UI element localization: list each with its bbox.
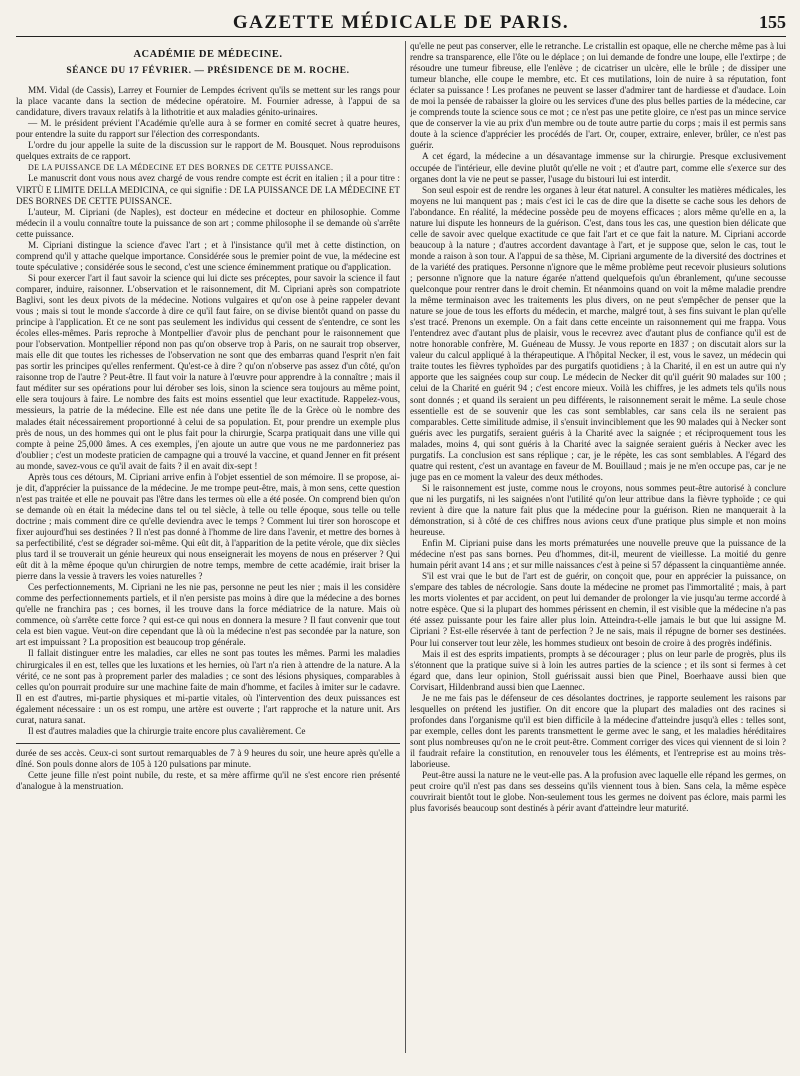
paragraph: Ces perfectionnements, M. Cipriani ne les nie pas, personne ne peut les nier ; mais il les considère comme des perfectionnements partiels, et il n'en persiste pas moins à dire que la médecine a des bornes qu'elle ne franchira pas ; ces bornes, il les trouve dans la force médiatrice de la nature. Mais où commence, où s'arrête cette force ? qui est-ce qui nous en donnera la mesure ? Il faut convenir que tout cela est bien vague. Veut-on dire cependant que là où la médecine n'est pas secondée par la nature, son art est impuissant ? La proposition est beaucoup trop générale. — [16, 582, 400, 648]
session-line: SÉANCE DU 17 FÉVRIER. — PRÉSIDENCE DE M. ROCHE. — [66, 66, 350, 77]
column-rule — [405, 41, 406, 1053]
paragraph: durée de ses accès. Ceux-ci sont surtout remarquables de 7 à 9 heures du soir, une heure après qu'elle a dîné. Son pouls donne alors de 105 à 120 pulsations par minute. — [16, 747, 400, 769]
paragraph: Si pour exercer l'art il faut savoir la science qui lui dicte ses préceptes, pour savoir la science il faut comparer, induire, raisonner. L'observation et le raisonnement, dit M. Cipriani après son compatriote Baglivi, sont les deux pivots de la médecine. Notions vulgaires et qu'on ose à peine rappeler devant vous ; mais si tout le monde s'accorde à dire ce qu'il faut faire, on se divise bientôt quand on passe du principe à l'application. Et ce ne sont pas seulement les individus qui cessent de s'entendre, ce sont les écoles elles-mêmes. Paris reproche à Montpellier d'avoir plus de penchant pour le raisonnement que pour l'observation. Montpellier répond non pas qu'on observe trop à Paris, on ne saurait trop observer, mais elle dit que toutes les richesses de l'observation ne sont que des embarras quand l'esprit n'en fait pas sortir les principes qu'elles renferment. Qu'est-ce à dire ? qu'on n'observe pas assez d'un côté, qu'on raisonne trop de l'autre ? Peut-être. Il faut voir la nature à l'œuvre pour apprendre à la connaître ; mais il faut méditer sur ses opérations pour lui dérober ses lois, sinon la science sera toujours au même point, elle sera toujours à faire. Le nombre des faits est moins essentiel que leur exactitude. Rappelez-vous, messieurs, la patrie de la médecine. Elle est née dans une petite île de la Grèce où le nombre des malades était nécessairement proportionné à celui de sa population. Et, pour prendre un exemple plus près de nous, un des hommes qui ont le plus fait pour la chirurgie, Scarpa pratiquait dans une ville qui compte à peine 25,000 âmes. A ces exemples, j'en ajoute un autre que vous ne me pardonneriez pas d'oublier ; c'est un modeste praticien de campagne qui a trouvé la vaccine, et quand Jenner en fit présent au monde, savez-vous ce qu'il avait de faits ? il en avait dix-sept ! — [16, 272, 400, 471]
page-header — [16, 8, 786, 37]
paragraph: qu'elle ne peut pas conserver, elle le retranche. Le cristallin est opaque, elle ne cherche même pas à lui rendre sa transparence, elle l'ôte ou le déplace ; on lui demande de fondre une loupe, elle l'extirpe ; de résoudre une tumeur fibreuse, elle l'enlève ; de cicatriser un ulcère, elle le brûle ; de dissiper une tumeur blanche, elle coupe le membre, etc. Et ces mutilations, loin de nuire à sa réputation, font éclater sa puissance ! Les profanes ne peuvent se lasser d'admirer tant de hardiesse et d'audace. Loin de moi la pensée de rabaisser la gloire ou les services d'une des plus belles parties de la médecine, car je comprends toute la science sous ce mot ; ce n'est pas une petite gloire, ce n'est pas un mince service que de conserver la vie au prix d'un membre ou de toute autre partie du corps ; mais il est permis sans doute à la science d'apprécier les procédés de l'art. Or, couper, extraire, enlever, brûler, ce n'est pas guérir. — [410, 41, 786, 151]
paragraph: A cet égard, la médecine a un désavantage immense sur la chirurgie. Presque exclusivement occupée de l'intérieur, elle devine plutôt qu'elle ne voit ; et d'autre part, comme elle s'exerce sur des organes dont la vie ne peut se passer, l'usage du bistouri lui est interdit. — [410, 151, 786, 184]
paragraph: — M. le président prévient l'Académie qu'elle aura à se former en comité secret à quatre heures, pour entendre la suite du rapport sur l'élection des correspondants. — [16, 118, 400, 140]
page-number: 155 — [759, 12, 786, 32]
paragraph: Je ne me fais pas le défenseur de ces désolantes doctrines, je rapporte seulement les raisons par lesquelles on prétend les justifier. On dit encore que la plupart des maladies ont des racines si profondes dans l'organisme qu'il est bien difficile à la médecine d'atteindre jusqu'à elles : telles sont, par exemple, celles dont les parents transmettent le germe avec le sang, et les maladies héréditaires sont plus nombreuses qu'on ne le croit peut-être. Comment corriger des vices qui viennent de si loin ? il faudrait refaire la constitution, en renouveler tous les éléments, et l'entreprise est au moins très-laborieuse. — [410, 692, 786, 770]
paragraph: Peut-être aussi la nature ne le veut-elle pas. A la profusion avec laquelle elle répand les germes, on peut croire qu'il n'est pas dans ses desseins qu'ils viennent tous à bien. Sans cela, la même espèce couvrirait bientôt tout le globe. Non-seulement tous les germes ne doivent pas éclore, mais parmi les plus favorisés beaucoup sont destinés à périr avant d'atteindre leur maturité. — [410, 770, 786, 814]
journal-title: GAZETTE MÉDICALE DE PARIS. — [232, 12, 570, 33]
paragraph: Cette jeune fille n'est point nubile, du reste, et sa mère affirme qu'il ne s'est encore rien présenté d'analogue à la menstruation. — [16, 769, 400, 791]
paragraph: Enfin M. Cipriani puise dans les morts prématurées une nouvelle preuve que la puissance de la médecine n'est pas sans bornes. Peu d'hommes, dit-il, meurent de vieillesse. La moitié du genre humain périt avant 14 ans ; et sur mille naissances c'est à peine si 57 dépassent la cinquantième année. — [410, 538, 786, 571]
paragraph: Le manuscrit dont vous nous avez chargé de vous rendre compte est écrit en italien ; il a pour titre : VIRTÙ E LIMITE DELLA MEDICINA, ce qui signifie : DE LA PUISSANCE DE LA MÉDECINE ET DES BORNES DE CETTE PUISSANCE. — [16, 173, 400, 206]
paragraph: M. Cipriani distingue la science d'avec l'art ; et à l'insistance qu'il met à cette distinction, on comprend qu'il y attache quelque importance. Considérée sous le premier point de vue, la médecine est toute spéculative ; considérée sous le second, c'est une science éminemment pratique ou d'application. — [16, 239, 400, 272]
section-title: ACADÉMIE DE MÉDECINE. — [133, 49, 283, 60]
session-heading — [16, 66, 400, 77]
paragraph: Après tous ces détours, M. Cipriani arrive enfin à l'objet essentiel de son mémoire. Il se propose, ai-je dit, d'apprécier la puissance de la médecine. Je me trompe peut-être, mais, à mon sens, cette question n'est pas traitée et elle ne pouvait pas l'être dans les termes où elle a été posée. On comprend bien qu'on se demande où en était la médecine dans tel ou tel siècle, à telle ou telle époque, sous telle ou telle doctrine ; mais comment dire ce qu'elle deviendra avec le temps ? Comment lui tirer son horoscope et fixer aujourd'hui ses destinées ? Il n'est pas donné à l'homme de lire dans l'avenir, et mettre des bornes à sa perfectibilité, c'est se dégrader soi-même. Qui eût dit, à l'apparition de la petite vérole, que dix siècles plus tard il se trouverait un génie heureux qui nous enseignerait les moyens de nous en préserver ? Qui eût dit à la même époque qu'un chirurgien de notre temps, membre de cette académie, irait briser la pierre dans la vessie à travers les voies naturelles ? — [16, 471, 400, 582]
paragraph: Il est d'autres maladies que la chirurgie traite encore plus cavalièrement. Ce — [28, 725, 306, 736]
paragraph: Il fallait distinguer entre les maladies, car elles ne sont pas toutes les mêmes. Parmi les maladies chirurgicales il en est, telles que les luxations et les hernies, où l'art n'a rien à attendre de la nature. A la vérité, ce ne sont pas à proprement parler des maladies ; ce sont des lésions physiques, comparables à celles qu'on pourrait produire sur une machine faite de main d'homme, et faciles à imiter sur le cadavre. Il en est d'autres, mi-partie physiques et mi-partie vitales, où l'intervention des deux puissances est également nécessaire : un os est rompu, une artère est ouverte ; l'art rapproche et la nature unit. Ars curat, natura sanat. — [16, 648, 400, 725]
paragraph: L'ordre du jour appelle la suite de la discussion sur le rapport de M. Bousquet. Nous reproduisons quelques extraits de ce rapport. — [16, 140, 400, 162]
text-columns — [16, 41, 786, 1057]
subsection-heading: DE LA PUISSANCE DE LA MÉDECINE ET DES BORNES DE CETTE PUISSANCE. — [28, 163, 334, 173]
divider — [16, 743, 400, 744]
paragraph: MM. Vidal (de Cassis), Larrey et Fournier de Lempdes écrivent qu'ils se mettent sur les rangs pour la place vacante dans la section de médecine opératoire. M. Fournier adresse, à l'appui de sa candidature, divers travaux relatifs à la lithotritie et aux maladies génito-urinaires. — [16, 85, 400, 118]
left-column — [16, 41, 400, 1053]
paragraph: Mais il est des esprits impatients, prompts à se décourager ; plus on leur parle de progrès, plus ils s'étonnent que la pratique suive si à loin les autres parties de la science ; et ils sont si fermes à cet égard que, dans leur opinion, Stoll guérissait aussi bien que Pinel, Boerhaave aussi bien que Corvisart, Hildenbrand aussi bien que Laennec. — [410, 648, 786, 692]
paragraph: S'il est vrai que le but de l'art est de guérir, on conçoit que, pour en apprécier la puissance, on s'empare des tables de nécrologie. Sans doute la médecine ne promet pas l'immortalité ; mais, à part les morts violentes et par accident, on peut lui demander de prolonger la vie jusqu'au terme accordé à notre espèce. Que si la plupart des hommes périssent en chemin, il est visible que la médecine n'a pas été assez puissante pour les faire aller plus loin. Atteindra-t-elle jamais le but que lui assigne M. Cipriani ? Est-elle réservée à tant de perfection ? Je ne sais, mais il répugne de borner ses destinées. Pour lui conserver tout leur zèle, les hommes studieux ont besoin de croire à des progrès indéfinis. — [410, 571, 786, 648]
paragraph: L'auteur, M. Cipriani (de Naples), est docteur en médecine et docteur en philosophie. Comme médecin il a voulu connaître toute la puissance de son art ; comme philosophe il se demande où s'arrête cette puissance. — [16, 206, 400, 239]
paragraph: Si le raisonnement est juste, comme nous le croyons, nous sommes peut-être autorisé à conclure que ni les purgatifs, ni les saignées n'ont l'utilité qu'on leur attribue dans la fièvre typhoïde ; ce qui revient à dire que la nature fait plus que la médecine pour la guérison. Rien ne manquerait à la démonstration, si à côté de ces chiffres nous avions ceux d'une pratique plus simple et non moins heureuse. — [410, 482, 786, 538]
paragraph: Son seul espoir est de rendre les organes à leur état naturel. A consulter les matières médicales, les moyens ne lui manquent pas ; mais c'est ici le cas de dire que la disette se cache sous les dehors de l'abondance. En réalité, la médecine possède peu de moyens efficaces ; alors même qu'elle en a, la nature lui dispute les honneurs de la guérison. C'est, dans tous les cas, une question bien délicate que celle de savoir avec quelque exactitude ce que fait l'art et ce que fait la nature. M. Cipriani accorde beaucoup à la nature ; d'autres accordent davantage à l'art, et je suppose que, selon le cas, tout le monde a raison à son tour. A l'appui de sa thèse, M. Cipriani argumente de la diversité des doctrines et de la variété des pratiques. Personne n'ignore que le même problème peut recevoir plusieurs solutions ; personne n'ignore que la nature égarée n'attend quelquefois qu'un ébranlement, qu'une secousse quelconque pour rentrer dans le droit chemin. Et néanmoins quand on voit la même maladie prendre la même terminaison avec les traitements les plus divers, on ne peut s'empêcher de penser que la nature se joue de tous les efforts du médecin, et marche, malgré tout, à ses fins suivant le plan qu'elle s'est tracé. Prenons un exemple. On a fait dans cette enceinte un raisonnement qui me frappa. Vous l'entendrez avec d'autant plus de plaisir, vous le recevrez avec d'autant plus de confiance qu'il est de notre honorable confrère, M. Guéneau de Mussy. Je vous reporte en 1837 ; on discutait alors sur la valeur du calcul appliqué à la thérapeutique. A l'hôpital Necker, il est, vous le savez, un médecin qui traite toutes les fièvres typhoïdes par des purgatifs quotidiens ; à la Charité, il en est un autre qui n'y apporte que les saignées coup sur coup. Le médecin de Necker dit qu'il guérit 90 malades sur 100 ; celui de la Charité en guérit 94 ; c'est encore mieux. Voilà les chiffres, je les admets tels qu'ils nous sont donnés ; et quand ils seraient un peu différents, le raisonnement serait le même. La seule chose essentielle est de se souvenir que les cas sont semblables, car sans cela ils ne seraient pas comparables. Cette similitude admise, il s'ensuit invinciblement que les 90 malades qui à Necker sont guéris avec les purgatifs, seraient guéris à la Charité avec la saignée ; et réciproquement tous les malades, moins 4, qui sont guéris à la Charité avec la saignée seraient guéris à Necker avec les purgatifs. La conclusion est sans réplique ; car, je le répète, les cas sont semblables. A l'égard des quatre qui restent, c'est un avantage en faveur de M. Bouillaud ; mais je ne m'en occupe pas, car je ne juge pas en ce moment la valeur des deux méthodes. — [410, 184, 786, 482]
right-column — [410, 41, 786, 1053]
